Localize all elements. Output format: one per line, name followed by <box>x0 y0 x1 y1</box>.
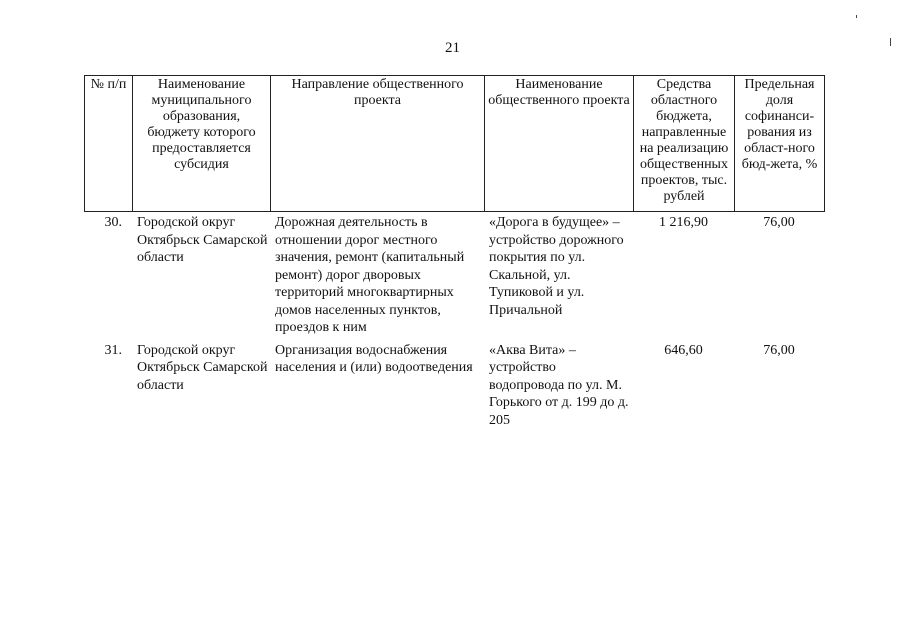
header-municipality: Наименование муниципального образования, бюджету которого предоставляется субсидия <box>133 76 271 212</box>
table-header <box>84 75 825 212</box>
row-number: 30. <box>104 215 122 230</box>
row-municipality: Городской округ Октябрьск Самарской области <box>137 342 268 393</box>
header-num: № п/п <box>85 76 133 212</box>
header-funds: Средства областного бюджета, направленные на реализацию общественных проектов, тыс. рублей <box>634 76 735 212</box>
row-direction: Организация водоснабжения населения и (или) водоотведения <box>275 342 473 375</box>
row-share: 76,00 <box>763 342 795 358</box>
page-number: 21 <box>445 40 460 56</box>
row-number: 31. <box>104 342 122 358</box>
row-funds: 646,60 <box>664 342 703 358</box>
table-row <box>84 212 824 337</box>
table-row <box>84 337 824 430</box>
row-project: «Аква Вита» – устройство водопровода по ул. М. Горького от д. 199 до д. 205 <box>489 342 629 428</box>
row-municipality: Городской округ Октябрьск Самарской области <box>137 215 268 265</box>
row-project: «Дорога в будущее» – устройство дорожного покрытия по ул. Скальной, ул. Тупиковой и ул. Причальной <box>489 215 624 318</box>
row-funds: 1 216,90 <box>659 215 708 230</box>
row-direction: Дорожная деятельность в отношении дорог местного значения, ремонт (капитальный ремонт) дорог дворовых территорий многоквартирных домов населенных пунктов, проездов к ним <box>275 215 465 335</box>
row-share: 76,00 <box>763 215 795 230</box>
header-direction: Направление общественного проекта <box>271 76 485 212</box>
header-share: Предельная доля софинанси-рования из област-ного бюд-жета, % <box>735 76 825 212</box>
scan-mark <box>856 15 857 18</box>
table-body <box>84 212 824 429</box>
header-row <box>85 76 825 212</box>
scan-mark <box>890 38 891 46</box>
header-project: Наименование общественного проекта <box>485 76 634 212</box>
